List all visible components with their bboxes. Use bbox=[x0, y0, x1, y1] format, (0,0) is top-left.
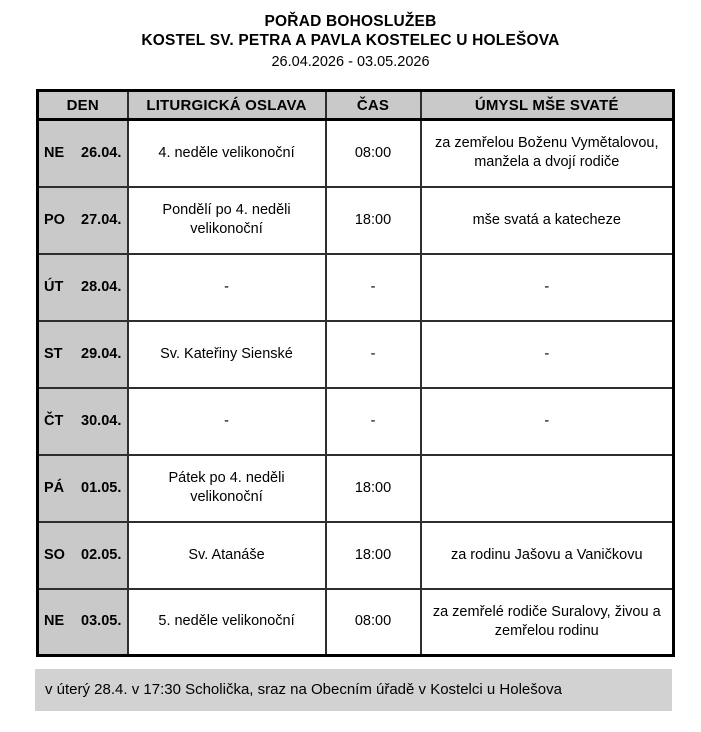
day-date: 27.04. bbox=[81, 211, 122, 228]
time-cell: 08:00 bbox=[326, 120, 421, 187]
intention-cell: za zemřelou Boženu Vymětalovou, manžela a dvojí rodiče bbox=[421, 120, 674, 187]
table-row bbox=[38, 187, 674, 254]
day-date: 28.04. bbox=[81, 278, 122, 295]
day-abbrev: SO bbox=[44, 546, 65, 563]
time-cell: - bbox=[326, 321, 421, 388]
day-date: 03.05. bbox=[81, 613, 122, 630]
day-cell bbox=[38, 388, 128, 455]
day-cell bbox=[38, 589, 128, 656]
time-cell: 18:00 bbox=[326, 187, 421, 254]
day-cell bbox=[38, 187, 128, 254]
day-cell bbox=[38, 455, 128, 522]
day-date: 02.05. bbox=[81, 546, 122, 563]
day-date: 30.04. bbox=[81, 412, 122, 429]
schedule-table bbox=[36, 89, 675, 657]
celebration-cell: Sv. Atanáše bbox=[128, 522, 326, 589]
time-cell: - bbox=[326, 254, 421, 321]
intention-cell: - bbox=[421, 388, 674, 455]
day-abbrev: ST bbox=[44, 345, 63, 362]
intention-cell: - bbox=[421, 254, 674, 321]
day-abbrev: NE bbox=[44, 613, 65, 630]
intention-cell: za rodinu Jašovu a Vaničkovu bbox=[421, 522, 674, 589]
column-header-cas: ČAS bbox=[326, 91, 421, 120]
celebration-cell: - bbox=[128, 388, 326, 455]
intention-cell: za zemřelé rodiče Suralovy, živou a zemřelou rodinu bbox=[421, 589, 674, 656]
intention-cell: - bbox=[421, 321, 674, 388]
table-row bbox=[38, 120, 674, 187]
celebration-cell: 5. neděle velikonoční bbox=[128, 589, 326, 656]
page-title: POŘAD BOHOSLUŽEB bbox=[264, 13, 437, 30]
celebration-cell: Pondělí po 4. neděli velikonoční bbox=[128, 187, 326, 254]
column-header-umysl-mse-svate: ÚMYSL MŠE SVATÉ bbox=[421, 91, 674, 120]
time-cell: 08:00 bbox=[326, 589, 421, 656]
day-cell bbox=[38, 522, 128, 589]
day-cell bbox=[38, 321, 128, 388]
time-cell: - bbox=[326, 388, 421, 455]
day-date: 26.04. bbox=[81, 144, 122, 161]
day-date: 29.04. bbox=[81, 345, 122, 362]
day-cell bbox=[38, 120, 128, 187]
celebration-cell: - bbox=[128, 254, 326, 321]
table-row bbox=[38, 455, 674, 522]
date-range: 26.04.2026 - 03.05.2026 bbox=[271, 54, 430, 70]
intention-cell bbox=[421, 455, 674, 522]
table-row bbox=[38, 321, 674, 388]
table-row bbox=[38, 388, 674, 455]
announcement-bar bbox=[35, 669, 672, 711]
document-header bbox=[0, 12, 701, 72]
celebration-cell: Pátek po 4. neděli velikonoční bbox=[128, 455, 326, 522]
page-subtitle: KOSTEL SV. PETRA A PAVLA KOSTELEC U HOLEŠOVA bbox=[141, 32, 560, 49]
celebration-cell: 4. neděle velikonoční bbox=[128, 120, 326, 187]
time-cell: 18:00 bbox=[326, 455, 421, 522]
time-cell: 18:00 bbox=[326, 522, 421, 589]
table-header-row bbox=[38, 91, 674, 120]
intention-cell: mše svatá a katecheze bbox=[421, 187, 674, 254]
day-abbrev: ÚT bbox=[44, 278, 64, 295]
day-abbrev: ČT bbox=[44, 412, 64, 429]
column-header-den: DEN bbox=[38, 91, 128, 120]
column-header-liturgicka-oslava: LITURGICKÁ OSLAVA bbox=[128, 91, 326, 120]
table-row bbox=[38, 522, 674, 589]
day-date: 01.05. bbox=[81, 479, 122, 496]
table-row bbox=[38, 254, 674, 321]
celebration-cell: Sv. Kateřiny Sienské bbox=[128, 321, 326, 388]
day-abbrev: PO bbox=[44, 211, 65, 228]
table-row bbox=[38, 589, 674, 656]
day-cell bbox=[38, 254, 128, 321]
announcement-text: v úterý 28.4. v 17:30 Scholička, sraz na Obecním úřadě v Kostelci u Holešova bbox=[45, 681, 562, 698]
day-abbrev: NE bbox=[44, 144, 65, 161]
day-abbrev: PÁ bbox=[44, 479, 65, 496]
